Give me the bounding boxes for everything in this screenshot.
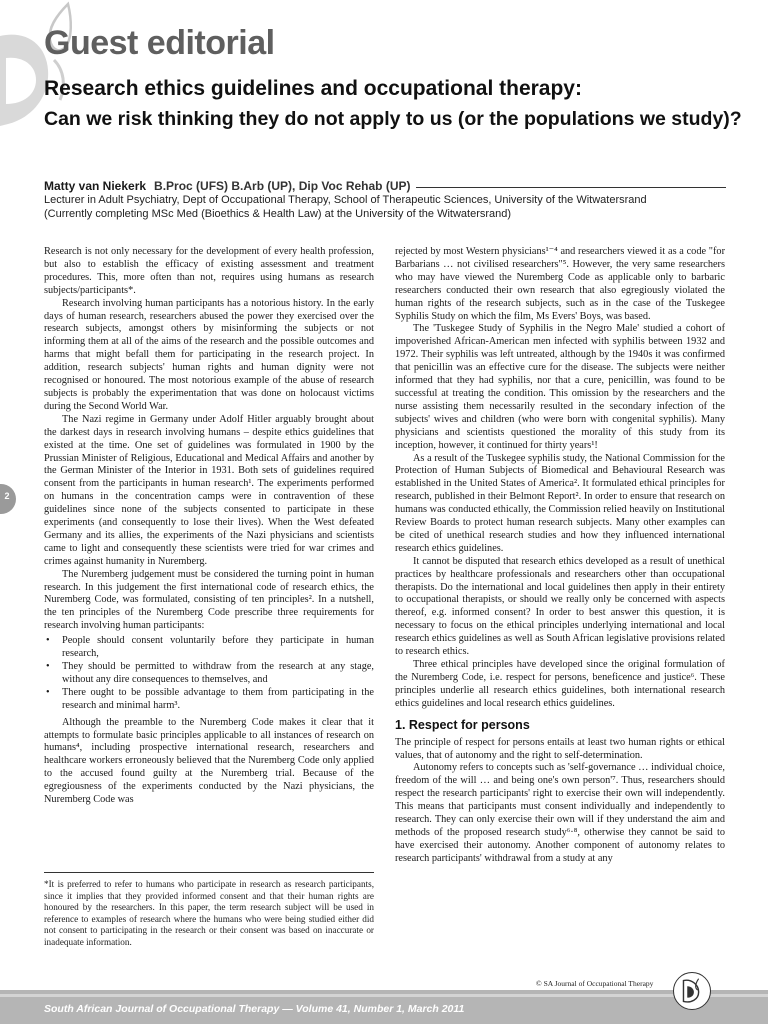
requirements-list: [44, 635, 374, 712]
paragraph: As a result of the Tuskegee syphilis study, the National Commission for the Protection of Human Subjects of Biomedical and Behavioural Research was established in the United States of America². It formulated ethical principles for research, published in their Belmont Report². In order to ensure that research on humans was conducted ethically, the Commission relied heavily on Institutional Review Boards to protect human research subjects. Many other examples can be cited of unethical research studies and how they influenced international research ethics guidelines.: [395, 452, 725, 554]
footnote-divider: [44, 872, 374, 873]
footnote: *It is preferred to refer to humans who participate in research as research participants, since it implies that they provided informed consent and that their human rights are honoured by the researchers. In this paper, the term research subject will be used in reference to examples of research where the humans who were being studied either did not consent to participating in the research or their consent was based on inaccurate or inadequate information.: [44, 879, 374, 947]
affiliation-line-1: Lecturer in Adult Psychiatry, Dept of Occupational Therapy, School of Therapeutic Sciences, University of the Witwatersrand: [44, 194, 647, 206]
paragraph: Although the preamble to the Nuremberg Code makes it clear that it attempts to formulate basic principles applicable to all instances of research on humans⁴, including prospective international research, researchers and healthcare workers erroneously believed that the Nuremberg Code only applied to the accused found guilty at the Nuremberg trial. Because of the egregiousness of the experiments conducted by the Nazi physicians, the Nuremberg Code was: [44, 716, 374, 806]
author-name: Matty van Niekerk: [44, 179, 147, 193]
section-heading: 1. Respect for persons: [395, 717, 530, 732]
list-item: [44, 635, 374, 661]
paragraph: The principle of respect for persons entails at least two human rights or ethical values, that of autonomy and the right to self-determination.: [395, 736, 725, 761]
paragraph: Autonomy refers to concepts such as 'self-governance … individual choice, freedom of the will … and being one's own person'⁷. Thus, researchers should respect the research participants' right to exercise their own will independently. This means that participants must consent individually and independently to research. They can only exercise their own will if they understand the aim and methods of the proposed research study⁶·⁸, otherwise they cannot be said to have exercised their autonomy. Another component of autonomy relates to research participants' withdrawal from a study at any: [395, 762, 725, 864]
article-subtitle: Can we risk thinking they do not apply to us (or the populations we study)?: [44, 108, 742, 130]
copyright-notice: © SA Journal of Occupational Therapy: [536, 979, 654, 988]
paragraph: The Nuremberg judgement must be considered the turning point in human research. In this judgement the first international code of research ethics, the Nuremberg Code, was formulated, consisting of ten principles². In a nutshell, the ten principles of the Nuremberg Code prescribe three requirements for research involving human participants:: [44, 568, 374, 632]
bullet-icon: •: [46, 661, 50, 672]
list-item-text: There ought to be possible advantage to them from participating in the research and minimal harm³.: [62, 686, 374, 711]
bullet-icon: •: [46, 686, 50, 698]
section-label: Guest editorial: [44, 24, 275, 62]
journal-footer: South African Journal of Occupational Therapy — Volume 41, Number 1, March 2011: [44, 1003, 465, 1015]
affiliation-line-2: (Currently completing MSc Med (Bioethics & Health Law) at the University of the Witwatersrand): [44, 207, 512, 220]
footer-stripe: [0, 994, 768, 997]
author-qualifications: B.Proc (UFS) B.Arb (UP), Dip Voc Rehab (UP): [154, 179, 411, 193]
list-item-text: People should consent voluntarily before they participate in human research,: [62, 635, 374, 660]
author-rule: [416, 187, 727, 188]
paragraph: The 'Tuskegee Study of Syphilis in the Negro Male' studied a cohort of impoverished African-American men infected with syphilis between 1932 and 1972. Their syphilis was left untreated, although by the 1940s it was confirmed that penicillin was an effective cure for the disease. The subjects were neither informed that they had syphilis, nor that a cure, penicillin, was found to be successful at treating the condition. This omission by the researchers and the nurse assisting them necessarily resulted in the secondary infection of the subjects' wives and children (who were born with congenital syphilis). Many physicians and scientists questioned the morality of this study from its inception, however, it continued for thirty years¹!: [395, 323, 725, 451]
list-item-text: They should be permitted to withdraw from the research at any stage, without any dire consequences to themselves, and: [62, 661, 374, 685]
paragraph: Three ethical principles have developed since the original formulation of the Nuremberg Code, i.e. respect for persons, beneficence and justice⁶. These principles underlie all research ethics guidelines, both international research ethics guidelines and local research ethics guidelines.: [395, 659, 725, 709]
paragraph: rejected by most Western physicians¹⁻⁴ and researchers viewed it as a code "for Barbarians … not civilised researchers"⁵. However, the very same researchers who may have viewed the Nuremberg Code as applicable only to barbaric researchers conducted their own research that also egregiously violated the human rights of the research subjects, such as in the case of the Tuskegee Syphilis Study on which the film, Ms Evers' Boys, was based.: [395, 246, 725, 322]
page-number: 2: [4, 491, 10, 501]
paragraph: It cannot be disputed that research ethics developed as a result of unethical practices by healthcare professionals and researchers other than occupational therapists. Do the international and local guidelines then apply in their entirety to occupational therapists, or should we really only be concerned with aspects thereof, e.g. informed consent? In order to best answer this question, it is necessary to focus on the ethical principles underlying international and local research ethics guidelines as well as South African legislative provisions related to research ethics.: [395, 555, 725, 658]
bullet-icon: •: [46, 635, 50, 647]
author-affiliation: [44, 194, 734, 221]
paragraph: Research is not only necessary for the development of every health profession, but also to establish the efficacy of existing assessment and treatment procedures. This, more often than not, requires using humans as research subjects/participants*.: [44, 246, 374, 296]
list-item: [44, 687, 374, 713]
paragraph: Research involving human participants has a notorious history. In the early days of human research, researchers abused the power they exercised over the research subjects, amongst others by misinforming the subjects or not informing them at all of the aims of the research and the possible outcomes and harms that might befall them for participating in the research project. In addition, research subjects' human rights and human dignity were not recognised or honoured. The most notorious example of the abuse of research subjects is probably the experimentation that was done on holocaust victims during the Second World War.: [44, 297, 374, 412]
paragraph: The Nazi regime in Germany under Adolf Hitler arguably brought about the darkest days in research involving humans – despite ethics guidelines that existed at the time. One set of guidelines was formulated in 1900 by the Prussian Minister of Religious, Educational and Medical Affairs and another by the German Minister of the Interior in 1931. Both sets of guidelines required consent from the participants in human research¹. The experiments performed on humans in the concentration camps were in contravention of these guidelines since none of the subjects consented to participate in these experiments (and consequently to lose their lives). When the West defeated Germany and its allies, the experiments of the Nazi physicians and scientists came to light and consequently these scientists were tried for war crimes and crimes against humanity in Nuremberg.: [44, 413, 374, 567]
article-title: Research ethics guidelines and occupational therapy:: [44, 77, 582, 100]
list-item: [44, 661, 374, 687]
right-column: [395, 246, 725, 866]
left-column: [44, 246, 374, 807]
journal-seal-icon: [673, 972, 711, 1010]
author-line: [44, 179, 726, 194]
